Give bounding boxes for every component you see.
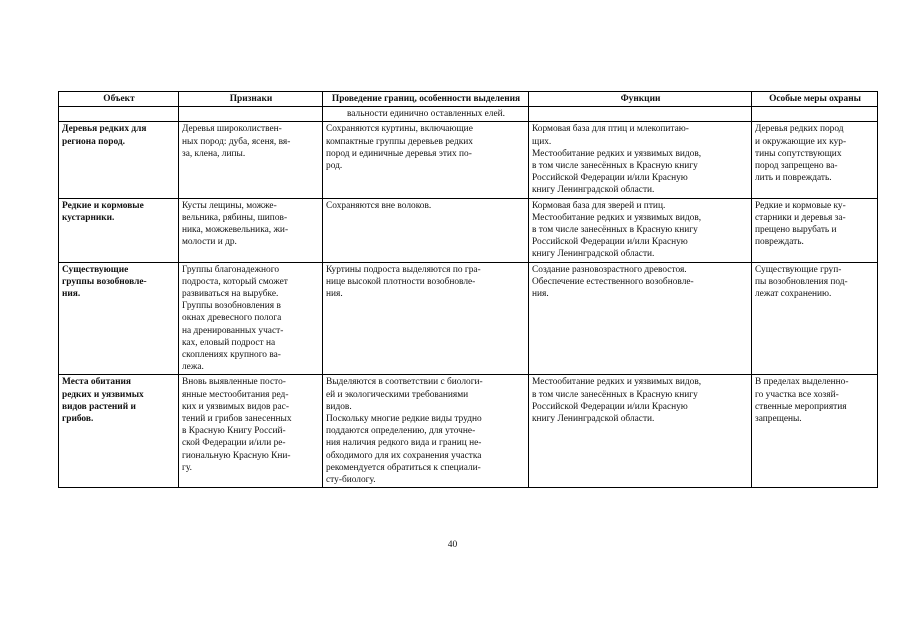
cell-line: сту-биологу. [326, 475, 376, 486]
cell-line: ния. [326, 289, 343, 300]
cell-line: ственные мероприятия [755, 401, 847, 412]
cell-line: развиваться на вырубке. [182, 289, 279, 300]
cell-line: Существующие груп- [755, 264, 842, 275]
cell-line: видов растений и [62, 401, 136, 412]
cell-line: Существующие [62, 264, 129, 275]
cell-line: пы возобновления под- [755, 276, 848, 287]
cell-line: рекомендуется обратиться к специали- [326, 462, 481, 473]
header-protection: Особые меры охраны [752, 92, 878, 107]
cell-line: Деревья редких пород [755, 124, 844, 135]
cell-line: компактные группы деревьев редких [326, 136, 473, 147]
cell-line: лить и повреждать. [755, 173, 832, 184]
cell-line: в том числе занесённых в Красную книгу [532, 225, 698, 236]
cell-line: ных пород: дуба, ясеня, вя- [182, 136, 291, 147]
cell-functions [529, 262, 752, 375]
cell-line: нице высокой плотности возобновле- [326, 276, 476, 287]
header-object: Объект [59, 92, 179, 107]
cell-line: прещено вырубать и [755, 225, 837, 236]
cell-line: видов. [326, 401, 352, 412]
continuation-text: вальности единично оставленных елей. [323, 107, 529, 122]
table-header-row [59, 92, 878, 107]
cell-line: пород и единичные деревья этих по- [326, 148, 472, 159]
cell-line: Деревья редких для [62, 124, 147, 135]
cell-protection [752, 375, 878, 488]
cell-line: лежат сохранению. [755, 289, 832, 300]
cell-line: Куртины подроста выделяются по гра- [326, 264, 481, 275]
cell-line: пород запрещено ва- [755, 161, 838, 172]
cell-line: Создание разновозрастного древостоя. [532, 264, 687, 275]
cell-boundaries [323, 375, 529, 488]
cell-boundaries [323, 122, 529, 198]
cell-line: щих. [532, 136, 552, 147]
cell-line: ния. [532, 289, 549, 300]
cell-line: ской Федерации и/или ре- [182, 438, 286, 449]
protection-measures-table [58, 91, 878, 488]
cell-line: Российской Федерации и/или Красную [532, 173, 688, 184]
cell-line: старники и деревья за- [755, 212, 846, 223]
cell-line: окнах древесного полога [182, 313, 282, 324]
cell-line: янные местообитания ред- [182, 389, 289, 400]
cell-object [59, 198, 179, 262]
header-signs: Признаки [179, 92, 323, 107]
cell-object [59, 122, 179, 198]
cell-line: за, клена, липы. [182, 148, 246, 159]
cell-line: Места обитания [62, 377, 131, 388]
cell-line: книгу Ленинградской области. [532, 249, 655, 260]
header-functions: Функции [529, 92, 752, 107]
cell-line: кустарники. [62, 212, 115, 223]
page-number: 40 [447, 540, 458, 550]
cell-line: Поскольку многие редкие виды трудно [326, 414, 482, 425]
cell-signs [179, 198, 323, 262]
cell-line: региона пород. [62, 136, 125, 147]
cell-line: Кормовая база для птиц и млекопитаю- [532, 124, 689, 135]
cell-line: вельника, рябины, шипов- [182, 212, 288, 223]
cell-line: Группы возобновления в [182, 301, 281, 312]
cell-line: и окружающие их кур- [755, 136, 847, 147]
cell-line: Сохраняются куртины, включающие [326, 124, 473, 135]
cell-line: редких и уязвимых [62, 389, 144, 400]
cell-line: Местообитание редких и уязвимых видов, [532, 377, 702, 388]
cell-line: го участка все хозяй- [755, 389, 839, 400]
cell-line: Выделяются в соответствии с биологи- [326, 377, 483, 388]
cell-line: лежа. [182, 362, 204, 373]
cell-functions [529, 375, 752, 488]
cell-line: книгу Ленинградской области. [532, 414, 655, 425]
cell-line: Российской Федерации и/или Красную [532, 237, 688, 248]
cell-protection [752, 198, 878, 262]
cell-protection [752, 262, 878, 375]
cell-line: ника, можжевельника, жи- [182, 225, 289, 236]
cell-line: ния наличия редкого вида и границ не- [326, 438, 482, 449]
cell-line: тений и грибов занесенных [182, 414, 292, 425]
cell-line: гиональную Красную Кни- [182, 450, 291, 461]
cell-line: молости и др. [182, 237, 237, 248]
cell-line: ей и экологическими требованиями [326, 389, 469, 400]
cell-object [59, 375, 179, 488]
cell-line: скоплениях крупного ва- [182, 350, 281, 361]
cell-object [59, 262, 179, 375]
cell-line: ких и уязвимых видов рас- [182, 401, 289, 412]
cell-line: подроста, который сможет [182, 276, 288, 287]
cell-line: на дренированных участ- [182, 325, 284, 336]
header-boundaries: Проведение границ, особенности выделения [323, 92, 529, 107]
cell-line: Редкие и кормовые ку- [755, 200, 846, 211]
cell-boundaries [323, 198, 529, 262]
cell-line: повреждать. [755, 237, 804, 248]
cell-line: поддаются определению, для уточне- [326, 426, 476, 437]
continuation-row [59, 107, 878, 122]
cell-line: Редкие и кормовые [62, 200, 144, 211]
cell-line: в том числе занесённых в Красную книгу [532, 161, 698, 172]
cell-line: Деревья широколиствен- [182, 124, 282, 135]
cell-protection [752, 122, 878, 198]
cell-signs [179, 375, 323, 488]
cell-functions [529, 198, 752, 262]
cell-line: запрещены. [755, 414, 802, 425]
cell-line: в Красную Книгу Россий- [182, 426, 286, 437]
cell-line: Местообитание редких и уязвимых видов, [532, 148, 702, 159]
cell-line: ния. [62, 289, 81, 300]
cell-line: в том числе занесённых в Красную книгу [532, 389, 698, 400]
cell-functions [529, 122, 752, 198]
cell-line: Местообитание редких и уязвимых видов, [532, 212, 702, 223]
cell-signs [179, 122, 323, 198]
cell-line: Кормовая база для зверей и птиц. [532, 200, 666, 211]
cell-line: ках, еловый подрост на [182, 337, 276, 348]
cell-line: книгу Ленинградской области. [532, 185, 655, 196]
table-row [59, 122, 878, 198]
cell-line: Обеспечение естественного возобновле- [532, 276, 694, 287]
cell-boundaries [323, 262, 529, 375]
cell-line: гу. [182, 462, 192, 473]
cell-line: Вновь выявленные посто- [182, 377, 286, 388]
cell-line: род. [326, 161, 343, 172]
cell-line: обходимого для их сохранения участка [326, 450, 482, 461]
cell-line: грибов. [62, 414, 94, 425]
table-row [59, 375, 878, 488]
cell-signs [179, 262, 323, 375]
table-row [59, 198, 878, 262]
cell-line: Сохраняются вне волоков. [326, 200, 432, 211]
cell-line: В пределах выделенно- [755, 377, 849, 388]
cell-line: тины сопутствующих [755, 148, 842, 159]
cell-line: группы возобновле- [62, 276, 147, 287]
cell-line: Российской Федерации и/или Красную [532, 401, 688, 412]
cell-line: Кусты лещины, можже- [182, 200, 277, 211]
table-row [59, 262, 878, 375]
cell-line: Группы благонадежного [182, 264, 280, 275]
